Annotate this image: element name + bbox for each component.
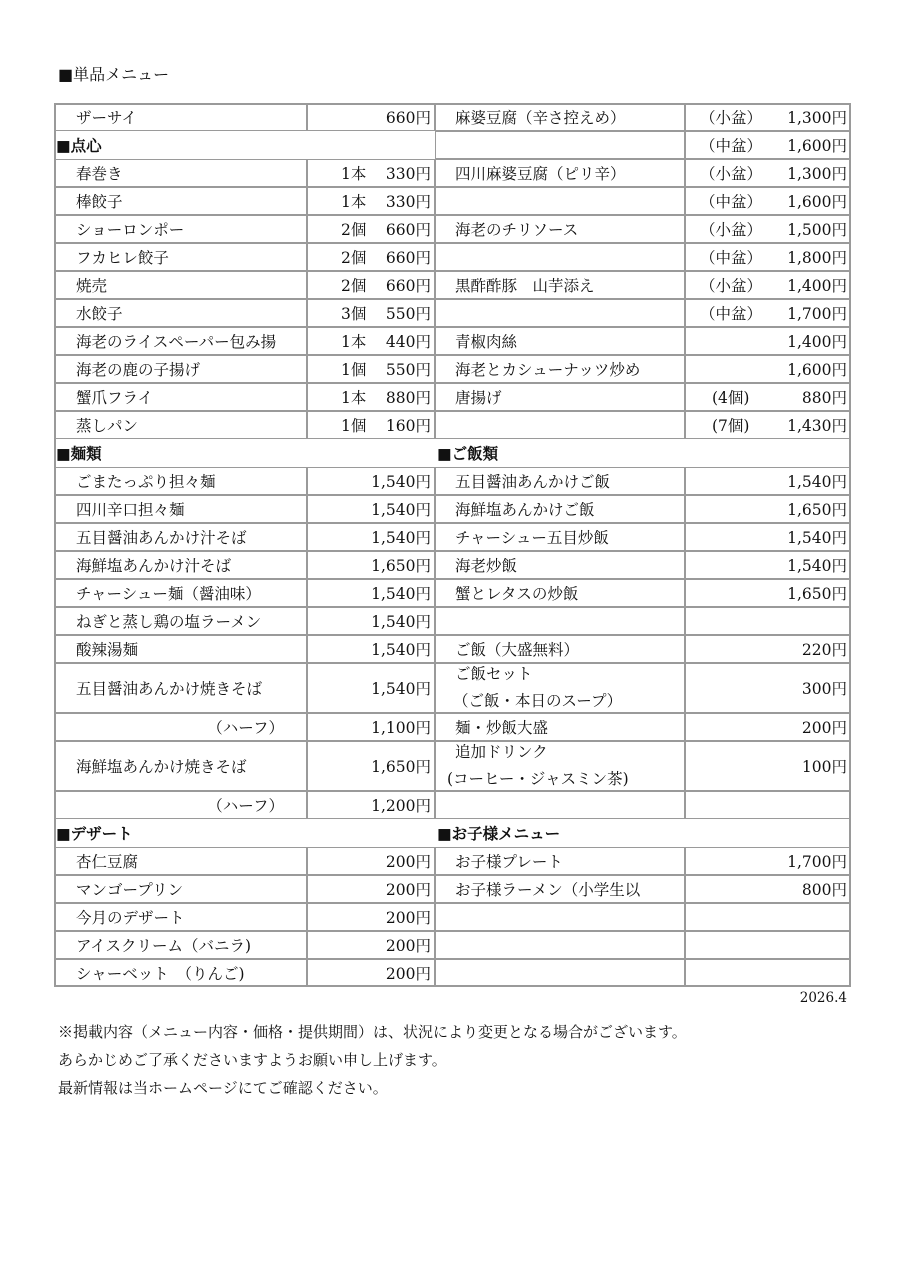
item-quantity: 2個 xyxy=(341,277,367,295)
item-price-cell xyxy=(307,103,435,131)
item-price-cell xyxy=(307,875,435,903)
item-price: 1,400円 xyxy=(787,333,847,351)
item-price-cell xyxy=(307,663,435,713)
empty-cell xyxy=(685,903,851,931)
item-price: 880円 xyxy=(801,389,847,407)
item-price-cell xyxy=(307,523,435,551)
item-name-subline: （ご飯・本日のスープ） xyxy=(453,692,623,710)
item-price-cell xyxy=(307,159,435,187)
item-price: 660円 xyxy=(385,249,431,267)
item-name-subline: (コーヒー・ジャスミン茶) xyxy=(447,770,629,788)
item-price-cell xyxy=(685,411,851,439)
item-price: 1,540円 xyxy=(371,680,431,698)
item-price: 1,600円 xyxy=(787,137,847,155)
item-price-cell xyxy=(307,495,435,523)
item-price: 1,540円 xyxy=(787,557,847,575)
item-price-cell xyxy=(307,271,435,299)
item-price: 660円 xyxy=(385,277,431,295)
item-price-cell xyxy=(685,523,851,551)
item-name: 海鮮塩あんかけ焼きそば xyxy=(54,741,307,791)
item-price-cell xyxy=(685,875,851,903)
item-name: 蟹とレタスの炒飯 xyxy=(435,579,685,607)
item-quantity: 2個 xyxy=(341,249,367,267)
item-quantity: 3個 xyxy=(341,305,367,323)
note-line: あらかじめご了承くださいますようお願い申し上げます。 xyxy=(58,1051,447,1069)
item-price-cell xyxy=(307,741,435,791)
item-price-cell xyxy=(307,411,435,439)
item-name: フカヒレ餃子 xyxy=(54,243,307,271)
item-price-cell xyxy=(685,271,851,299)
item-price: 1,540円 xyxy=(787,473,847,491)
item-price: 1,700円 xyxy=(787,305,847,323)
section-header: ■麺類 xyxy=(56,444,102,463)
item-price: 330円 xyxy=(385,193,431,211)
item-price-cell xyxy=(307,847,435,875)
item-price-cell xyxy=(307,327,435,355)
item-name: チャーシュー麺（醤油味） xyxy=(54,579,307,607)
item-name: 今月のデザート xyxy=(54,903,307,931)
item-price-cell xyxy=(685,579,851,607)
item-price-cell xyxy=(307,635,435,663)
item-price-cell xyxy=(307,215,435,243)
item-name-line: 追加ドリンク xyxy=(455,743,548,761)
item-name xyxy=(435,411,685,439)
half-portion-label: （ハーフ） xyxy=(54,791,307,819)
item-name: 四川麻婆豆腐（ピリ辛） xyxy=(435,159,685,187)
item-name: 水餃子 xyxy=(54,299,307,327)
item-price-cell xyxy=(685,215,851,243)
empty-cell xyxy=(685,607,851,635)
item-name: 海鮮塩あんかけ汁そば xyxy=(54,551,307,579)
empty-cell xyxy=(435,791,685,819)
item-size: （中盆） xyxy=(700,137,763,155)
page-title: ■単品メニュー xyxy=(58,65,170,84)
item-quantity: 1本 xyxy=(341,165,367,183)
notes xyxy=(58,1018,687,1102)
item-name: ザーサイ xyxy=(54,103,307,131)
empty-cell xyxy=(435,607,685,635)
item-price: 200円 xyxy=(385,909,431,927)
item-size: (7個) xyxy=(712,417,750,435)
item-name: お子様ラーメン（小学生以 xyxy=(435,875,685,903)
item-size: （小盆） xyxy=(700,109,763,127)
empty-cell xyxy=(685,791,851,819)
item-quantity: 1個 xyxy=(341,361,367,379)
item-name: 海老とカシューナッツ炒め xyxy=(435,355,685,383)
item-name: 麻婆豆腐（辛さ控えめ） xyxy=(435,103,685,131)
item-name xyxy=(435,243,685,271)
item-price: 880円 xyxy=(385,389,431,407)
item-price: 1,600円 xyxy=(787,361,847,379)
item-price: 1,700円 xyxy=(787,853,847,871)
item-price-cell xyxy=(685,159,851,187)
item-price-cell xyxy=(685,327,851,355)
item-quantity: 1本 xyxy=(341,389,367,407)
item-price: 1,300円 xyxy=(787,109,847,127)
item-price: 1,100円 xyxy=(307,713,435,741)
item-name: アイスクリーム（バニラ) xyxy=(54,931,307,959)
note-line: ※掲載内容（メニュー内容・価格・提供期間）は、状況により変更となる場合がございます。 xyxy=(58,1023,687,1041)
item-price-cell xyxy=(307,931,435,959)
item-price-cell xyxy=(307,903,435,931)
item-name xyxy=(435,187,685,215)
item-price-cell xyxy=(685,103,851,131)
item-name: ご飯（大盛無料） xyxy=(435,635,685,663)
item-price: 1,650円 xyxy=(371,758,431,776)
item-name: 棒餃子 xyxy=(54,187,307,215)
item-name: 唐揚げ xyxy=(435,383,685,411)
item-price: 200円 xyxy=(801,719,847,737)
item-price-cell xyxy=(307,467,435,495)
section-header: ■デザート xyxy=(56,824,133,843)
item-name: 五目醤油あんかけご飯 xyxy=(435,467,685,495)
item-size: （中盆） xyxy=(700,193,763,211)
item-price-cell xyxy=(685,355,851,383)
item-price: 1,400円 xyxy=(787,277,847,295)
item-name: ごまたっぷり担々麺 xyxy=(54,467,307,495)
item-name: 杏仁豆腐 xyxy=(54,847,307,875)
item-price: 1,540円 xyxy=(371,641,431,659)
item-name: 春巻き xyxy=(54,159,307,187)
item-price-cell xyxy=(685,131,851,159)
item-price: 200円 xyxy=(385,965,431,983)
item-price: 800円 xyxy=(801,881,847,899)
item-price: 1,300円 xyxy=(787,165,847,183)
item-size: （小盆） xyxy=(700,165,763,183)
item-price-cell xyxy=(685,713,851,741)
item-name-line: ご飯セット xyxy=(455,665,533,683)
item-price: 550円 xyxy=(385,361,431,379)
item-price: 1,600円 xyxy=(787,193,847,211)
item-name: 海鮮塩あんかけご飯 xyxy=(435,495,685,523)
item-price-cell xyxy=(685,635,851,663)
item-price: 1,540円 xyxy=(371,473,431,491)
item-price: 200円 xyxy=(385,853,431,871)
empty-cell xyxy=(685,931,851,959)
item-price: 100円 xyxy=(685,741,851,791)
item-price: 1,650円 xyxy=(787,585,847,603)
half-portion-label: （ハーフ） xyxy=(54,713,307,741)
item-price: 1,430円 xyxy=(787,417,847,435)
item-size: (4個) xyxy=(712,389,750,407)
note-line: 最新情報は当ホームページにてご確認ください。 xyxy=(58,1079,388,1097)
item-price-cell xyxy=(685,495,851,523)
item-price-cell xyxy=(685,243,851,271)
item-price-cell xyxy=(307,299,435,327)
item-size: （小盆） xyxy=(700,221,763,239)
item-name: ねぎと蒸し鶏の塩ラーメン xyxy=(54,607,307,635)
empty-cell xyxy=(435,931,685,959)
item-quantity: 1本 xyxy=(341,333,367,351)
item-price: 1,540円 xyxy=(371,501,431,519)
item-price-cell xyxy=(685,383,851,411)
item-name xyxy=(435,131,685,159)
item-price: 1,650円 xyxy=(371,557,431,575)
item-price-cell xyxy=(307,383,435,411)
section-header: ■点心 xyxy=(56,136,102,155)
item-name: 青椒肉絲 xyxy=(435,327,685,355)
item-name: 海老のチリソース xyxy=(435,215,685,243)
item-price: 300円 xyxy=(685,663,851,713)
empty-cell xyxy=(685,959,851,987)
item-price-cell xyxy=(307,243,435,271)
item-price: 220円 xyxy=(801,641,847,659)
item-size: （中盆） xyxy=(700,249,763,267)
item-price: 1,540円 xyxy=(371,529,431,547)
item-name: 五目醤油あんかけ焼きそば xyxy=(54,663,307,713)
item-price-cell xyxy=(685,299,851,327)
item-name xyxy=(435,663,685,713)
section-header: ■ご飯類 xyxy=(437,444,499,463)
item-price: 330円 xyxy=(385,165,431,183)
item-price: 160円 xyxy=(385,417,431,435)
item-price: 1,540円 xyxy=(787,529,847,547)
item-name xyxy=(435,299,685,327)
item-price-cell xyxy=(685,467,851,495)
item-price-cell xyxy=(685,551,851,579)
item-name: 焼売 xyxy=(54,271,307,299)
item-quantity: 1個 xyxy=(341,417,367,435)
item-price: 550円 xyxy=(385,305,431,323)
item-size: （小盆） xyxy=(700,277,763,295)
section-header: ■お子様メニュー xyxy=(437,824,561,843)
item-name: ショーロンポー xyxy=(54,215,307,243)
item-price: 1,200円 xyxy=(307,791,435,819)
date-label: 2026.4 xyxy=(799,990,847,1006)
menu-table xyxy=(54,103,851,987)
item-price-cell xyxy=(307,607,435,635)
item-price: 1,540円 xyxy=(371,613,431,631)
item-price-cell xyxy=(307,551,435,579)
item-quantity: 2個 xyxy=(341,221,367,239)
item-price-cell xyxy=(685,847,851,875)
item-name: 黒酢酢豚 山芋添え xyxy=(435,271,685,299)
item-price-cell xyxy=(307,959,435,987)
item-quantity: 1本 xyxy=(341,193,367,211)
item-name: 蟹爪フライ xyxy=(54,383,307,411)
item-price: 1,540円 xyxy=(371,585,431,603)
item-price: 1,650円 xyxy=(787,501,847,519)
item-name: 麺・炒飯大盛 xyxy=(435,713,685,741)
item-name: 四川辛口担々麺 xyxy=(54,495,307,523)
item-name: 酸辣湯麺 xyxy=(54,635,307,663)
item-price: 660円 xyxy=(385,109,431,127)
item-size: （中盆） xyxy=(700,305,763,323)
item-name: 海老の鹿の子揚げ xyxy=(54,355,307,383)
item-name: シャーベット （りんご) xyxy=(54,959,307,987)
item-price: 200円 xyxy=(385,937,431,955)
item-price: 660円 xyxy=(385,221,431,239)
empty-cell xyxy=(435,959,685,987)
item-price: 200円 xyxy=(385,881,431,899)
item-name: チャーシュー五目炒飯 xyxy=(435,523,685,551)
item-name: 五目醤油あんかけ汁そば xyxy=(54,523,307,551)
item-name: マンゴープリン xyxy=(54,875,307,903)
item-name xyxy=(435,741,685,791)
item-price: 1,500円 xyxy=(787,221,847,239)
item-name: 蒸しパン xyxy=(54,411,307,439)
item-price-cell xyxy=(685,187,851,215)
item-name: 海老炒飯 xyxy=(435,551,685,579)
item-name: お子様プレート xyxy=(435,847,685,875)
item-price: 1,800円 xyxy=(787,249,847,267)
item-name: 海老のライスペーパー包み揚 xyxy=(54,327,307,355)
empty-cell xyxy=(435,903,685,931)
item-price: 440円 xyxy=(385,333,431,351)
item-price-cell xyxy=(307,579,435,607)
item-price-cell xyxy=(307,187,435,215)
item-price-cell xyxy=(307,355,435,383)
